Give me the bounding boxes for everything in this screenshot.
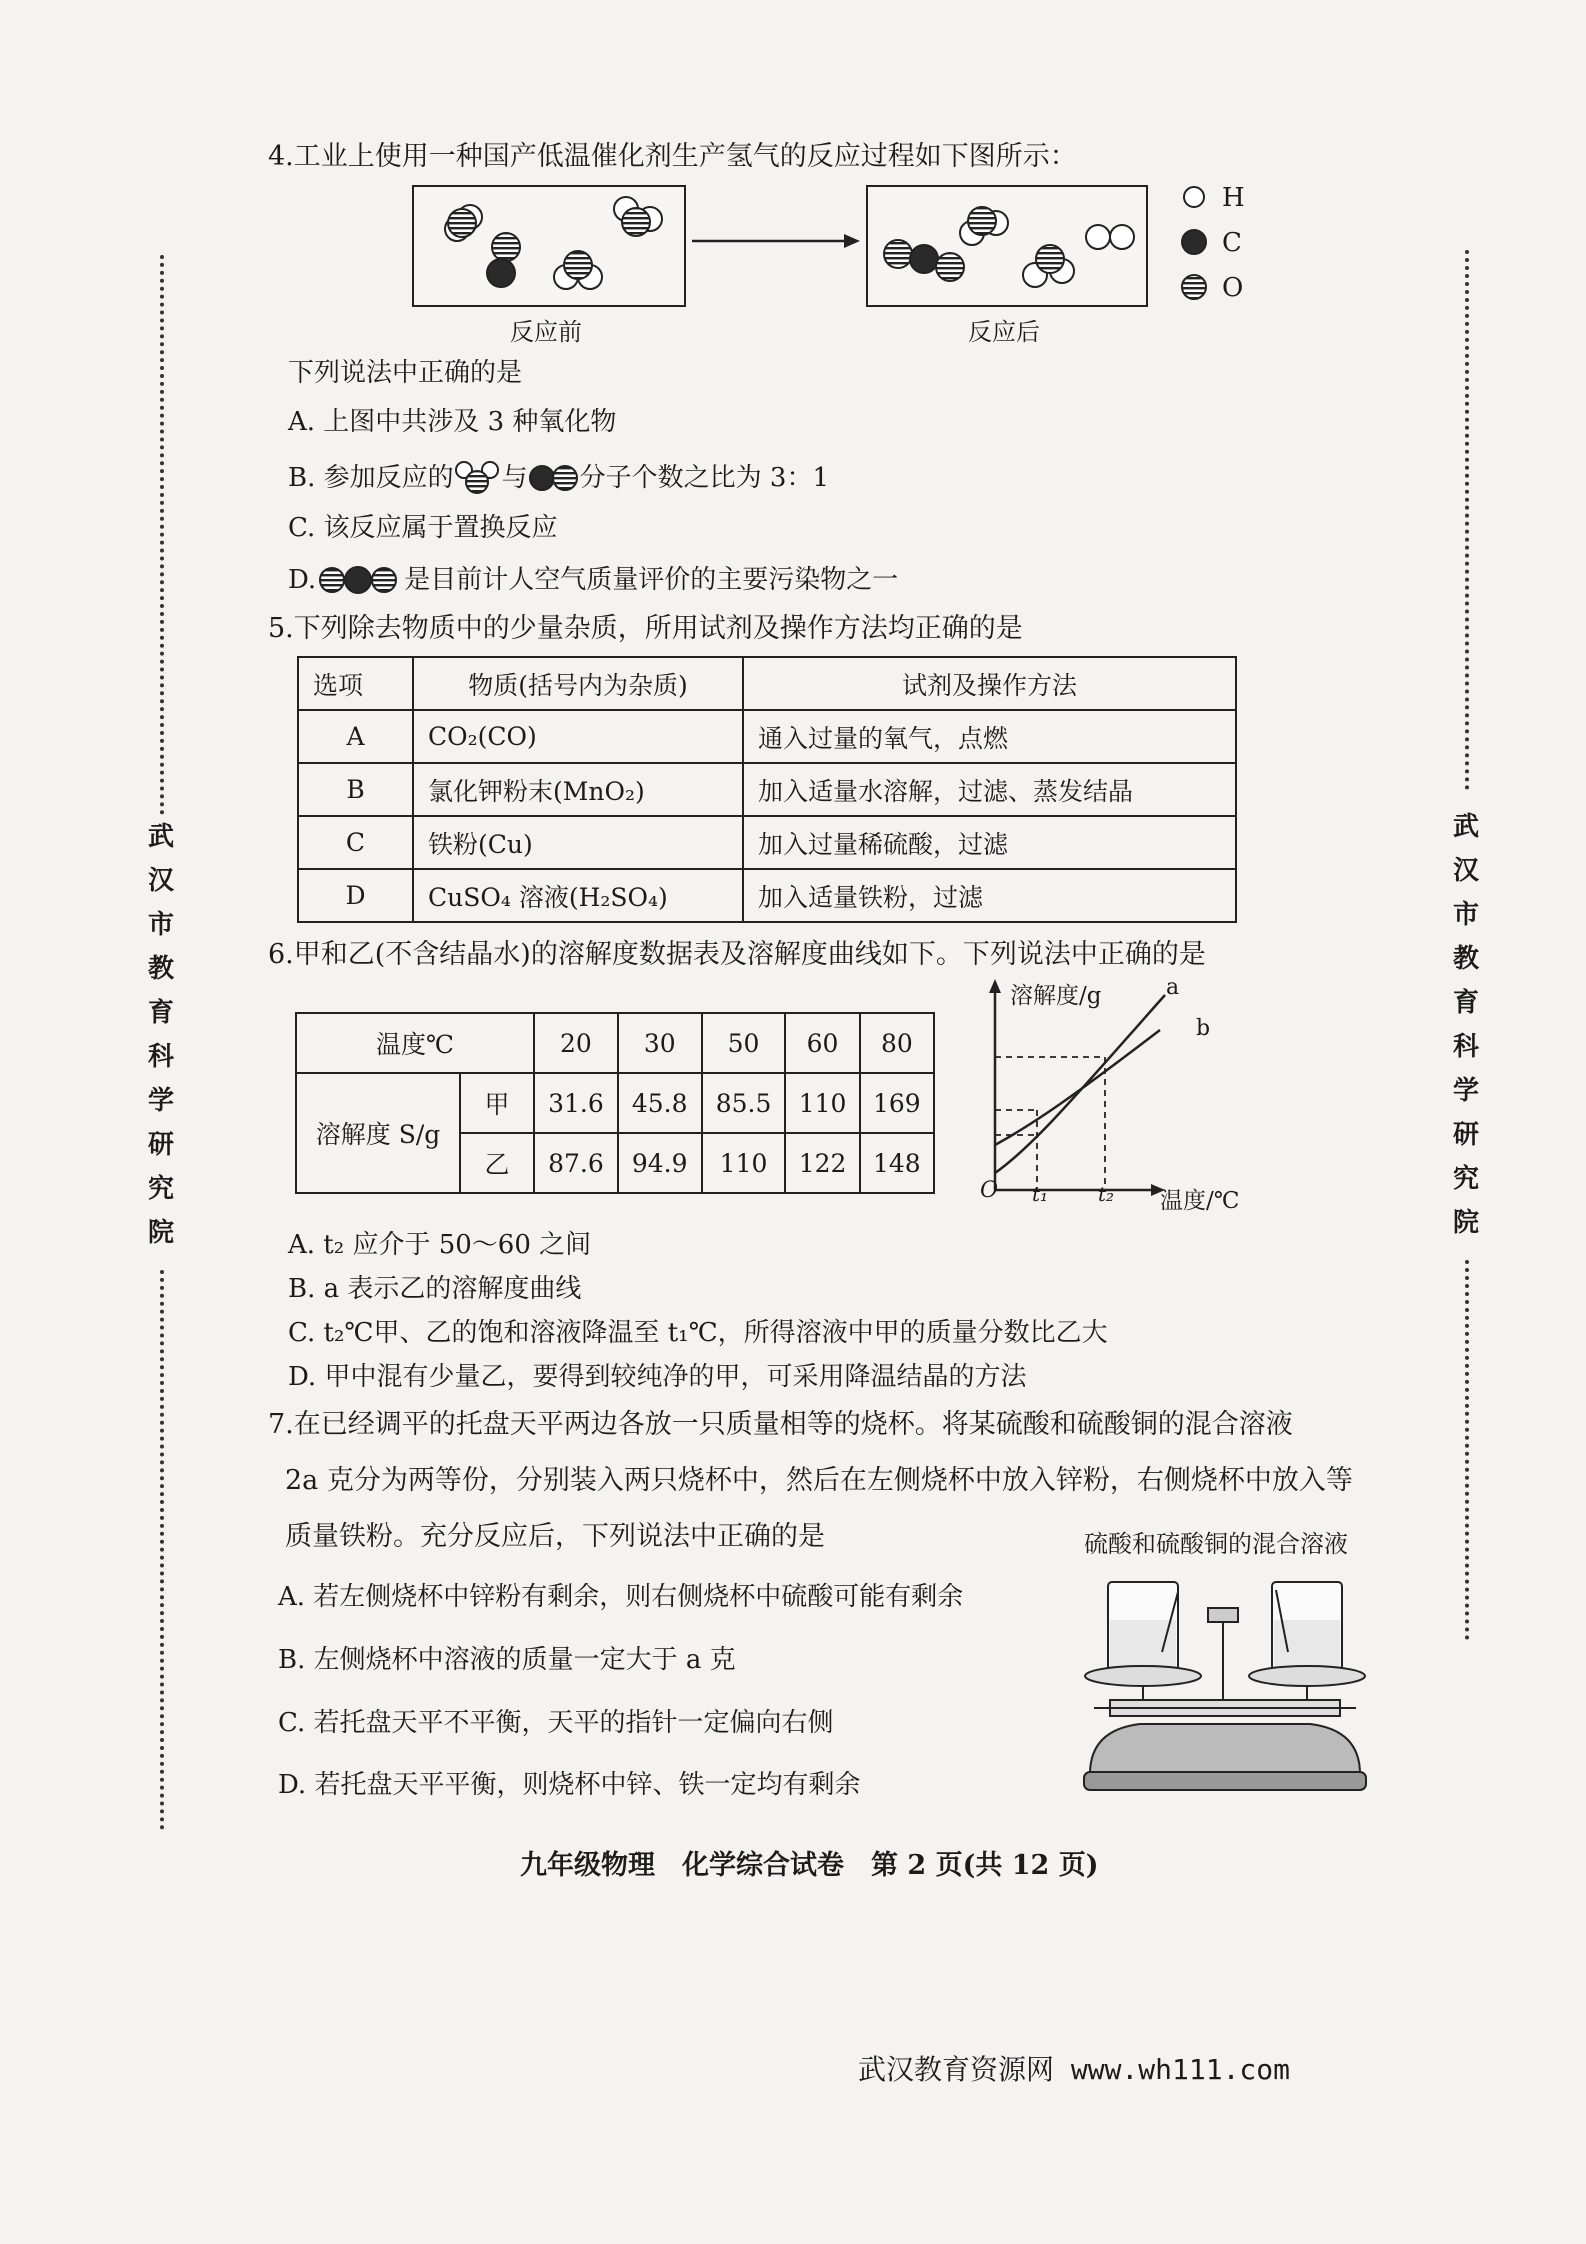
q7-line2: 2a 克分为两等份，分别装入两只烧杯中，然后在左侧烧杯中放入锌粉，右侧烧杯中放入等 [285,1465,1353,1496]
right-binding-dots-bottom [1465,1260,1473,1640]
water-molecule [1023,245,1074,287]
table-cell: CuSO₄ 溶液(H₂SO₄) [413,869,743,922]
co2-molecule [884,240,964,281]
q7-option-a: A. 若左侧烧杯中锌粉有剩余，则右侧烧杯中硫酸可能有剩余 [278,1582,964,1612]
q6-option-d: D. 甲中混有少量乙，要得到较纯净的甲，可采用降温结晶的方法 [288,1362,1027,1392]
table-cell: 加入适量水溶解，过滤、蒸发结晶 [743,763,1236,816]
table-cell: D [298,869,413,922]
before-molecules [414,187,684,305]
q6-option-a: A. t₂ 应介于 50～60 之间 [288,1230,592,1260]
q4-before-box [412,185,686,307]
table-cell: A [298,710,413,763]
q4-after-label: 反应后 [968,318,1040,346]
table-header: 试剂及操作方法 [743,657,1236,710]
table-header-row [298,657,1236,710]
right-binding-label: 武 汉 市 教 育 科 学 研 究 院 [1452,812,1479,1238]
solubility-graph [975,975,1275,1215]
table-header: 甲 [460,1073,534,1133]
water-molecule [554,251,602,289]
table-cell: 加入过量稀硫酸，过滤 [743,816,1236,869]
q7-line1: 7.在已经调平的托盘天平两边各放一只质量相等的烧杯。将某硫酸和硫酸铜的混合溶液 [268,1409,1293,1440]
table-cell: 94.9 [618,1133,702,1193]
table-cell: 110 [702,1133,786,1193]
q4-after-box [866,185,1148,307]
table-cell: 铁粉(Cu) [413,816,743,869]
table-cell: 80 [860,1013,934,1073]
q4-option-b: B. 参加反应的 与 分子个数之比为 3：1 [288,460,829,496]
table-row [298,816,1236,869]
graph-label-a: a [1166,975,1180,1000]
legend-c: C [1222,228,1242,258]
table-row [296,1073,934,1133]
curve-b [995,1030,1160,1145]
table-cell: 148 [860,1133,934,1193]
table-cell: 20 [534,1013,618,1073]
q4-question: 下列说法中正确的是 [288,358,523,388]
right-binding-dots-top [1465,250,1473,790]
q6-stem: 6.甲和乙(不含结晶水)的溶解度数据表及溶解度曲线如下。下列说法中正确的是 [268,939,1206,970]
q7-option-c: C. 若托盘天平不平衡，天平的指针一定偏向右侧 [278,1708,834,1738]
graph-t2: t₂ [1098,1182,1115,1206]
table-cell: 通入过量的氧气，点燃 [743,710,1236,763]
watermark-text: 武汉教育资源网 www.wh111.com [858,2053,1291,2086]
q4-option-a: A. 上图中共涉及 3 种氧化物 [288,407,617,437]
table-cell: 31.6 [534,1073,618,1133]
q4-option-d: D. 是目前计人空气质量评价的主要污染物之一 [288,565,899,595]
q7-fig-caption: 硫酸和硫酸铜的混合溶液 [1084,1530,1348,1558]
curve-a [995,995,1165,1173]
table-row [298,869,1236,922]
left-binding-label: 武 汉 市 教 育 科 学 研 究 院 [147,822,174,1248]
q6-table [295,1012,935,1194]
q7-line3: 质量铁粉。充分反应后，下列说法中正确的是 [285,1521,825,1552]
water-molecule-icon [454,460,502,496]
table-cell: B [298,763,413,816]
after-molecules [868,187,1146,305]
table-header: 溶解度 S/g [296,1073,460,1193]
table-cell: 110 [785,1073,859,1133]
table-header: 物质(括号内为杂质) [413,657,743,710]
graph-label-b: b [1196,1016,1211,1041]
table-cell: 87.6 [534,1133,618,1193]
table-header: 乙 [460,1133,534,1193]
q5-stem: 5.下列除去物质中的少量杂质，所用试剂及操作方法均正确的是 [268,613,1023,644]
q5-table [297,656,1237,923]
o-atom-icon [1182,275,1206,299]
page-footer: 九年级物理 化学综合试卷 第 2 页(共 12 页) [520,1850,1099,1881]
table-cell: 60 [785,1013,859,1073]
graph-ylabel: 溶解度/g [1010,983,1102,1009]
table-cell: 50 [702,1013,786,1073]
graph-t1: t₁ [1032,1182,1049,1206]
table-row [298,763,1236,816]
q4-stem: 4.工业上使用一种国产低温催化剂生产氢气的反应过程如下图所示： [268,141,1077,172]
balance-figure [1080,1562,1370,1802]
q4-before-label: 反应前 [510,318,582,346]
atom-legend [1180,182,1260,312]
table-row [296,1013,934,1073]
table-cell: 加入适量铁粉，过滤 [743,869,1236,922]
legend-h: H [1222,183,1245,213]
table-cell: 85.5 [702,1073,786,1133]
q6-option-b: B. a 表示乙的溶解度曲线 [288,1274,582,1304]
co-molecule-icon [528,462,580,494]
table-header: 选项 [298,657,413,710]
water-molecule [960,207,1008,245]
graph-xlabel: 温度/℃ [1160,1188,1240,1214]
table-cell: CO₂(CO) [413,710,743,763]
table-row [298,710,1236,763]
table-cell: C [298,816,413,869]
q7-option-b: B. 左侧烧杯中溶液的质量一定大于 a 克 [278,1645,736,1675]
water-molecule [614,197,662,236]
left-binding-dots-bottom [160,1270,168,1830]
table-cell: 169 [860,1073,934,1133]
table-cell: 30 [618,1013,702,1073]
table-cell: 122 [785,1133,859,1193]
table-header: 温度℃ [296,1013,534,1073]
co-molecule [487,233,520,287]
reaction-arrow [692,230,862,252]
graph-origin: O [980,1178,999,1203]
q4-option-c: C. 该反应属于置换反应 [288,513,558,543]
left-binding-dots-top [160,255,168,815]
h2-molecule [1086,225,1134,249]
h-atom-icon [1184,187,1204,207]
c-atom-icon [1182,230,1206,254]
co2-molecule-icon [316,564,404,596]
q6-option-c: C. t₂℃甲、乙的饱和溶液降温至 t₁℃，所得溶液中甲的质量分数比乙大 [288,1318,1108,1348]
table-cell: 45.8 [618,1073,702,1133]
table-cell: 氯化钾粉末(MnO₂) [413,763,743,816]
q7-option-d: D. 若托盘天平平衡，则烧杯中锌、铁一定均有剩余 [278,1770,861,1800]
legend-o: O [1222,273,1244,303]
water-molecule [445,205,482,241]
